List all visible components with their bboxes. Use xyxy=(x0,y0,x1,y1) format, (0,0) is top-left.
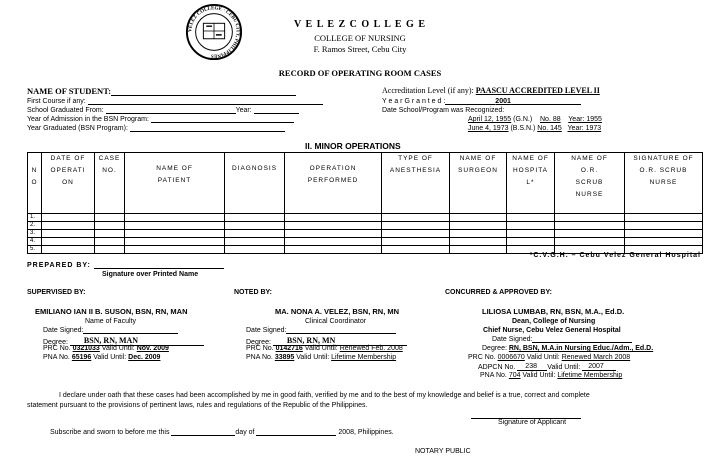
noted-by-label: NOTED BY: xyxy=(234,289,272,296)
recognition-bsn: June 4, 1973 (B.S.N.) No. 145 Year: 1973 xyxy=(468,125,602,132)
col-scrub-nurse: NAME OF O.R. SCRUB NURSE xyxy=(555,153,625,214)
table-row: 2. xyxy=(28,222,703,230)
col-patient: NAME OF PATIENT xyxy=(125,153,225,214)
concurred-by-label: CONCURRED & APPROVED BY: xyxy=(445,289,552,296)
first-course-field: First Course if any: xyxy=(27,98,323,105)
college-name: COLLEGE OF NURSING xyxy=(314,33,406,43)
minor-operations-table xyxy=(27,152,703,254)
faculty-date-signed: Date Signed: xyxy=(43,327,178,334)
faculty-role: Name of Faculty xyxy=(85,318,136,325)
col-operation: OPERATION PERFORMED xyxy=(285,153,382,214)
applicant-caption: Signature of Applicant xyxy=(498,419,567,426)
col-case: CASE NO. xyxy=(95,153,125,214)
dean-date-signed: Date Signed: xyxy=(492,336,632,343)
faculty-pna: PNA No. 65196 Valid Until: Dec. 2009 xyxy=(43,354,161,361)
coordinator-date-signed: Date Signed: xyxy=(246,327,396,334)
declaration-text: I declare under oath that these cases had been accomplished by me in good faith, verified by me and to the best of my knowledge and belief is a true, correct and complete xyxy=(59,392,590,399)
dean-pna: PNA No. 704 Valid Until: Lifetime Membership xyxy=(480,372,623,379)
coordinator-prc: PRC No. 0142716 Valid Until: Renewed Feb. 2008 xyxy=(246,345,403,352)
school-graduated-field: School Graduated From: Year: xyxy=(27,107,299,114)
coordinator-pna: PNA No. 33895 Valid Until: Lifetime Membership xyxy=(246,354,397,361)
table-row: 1. xyxy=(28,214,703,222)
table-row: 4. xyxy=(28,238,703,246)
year-granted: Y e a r G r a n t e d : 2001 xyxy=(382,98,581,105)
accreditation-level: Accreditation Level (if any): PAASCU ACCREDITED LEVEL II xyxy=(382,86,600,95)
chief-nurse-role: Chief Nurse, Cebu Velez General Hospital xyxy=(483,327,621,334)
velez-college-seal xyxy=(185,3,243,61)
recognition-gn: April 12, 1955 (G.N.) No. 88 Year: 1955 xyxy=(468,116,602,123)
col-surgeon: NAME OF SURGEON xyxy=(450,153,507,214)
student-name-field: NAME OF STUDENT: xyxy=(27,86,296,96)
hospital-footnote: *C.V.G.H. – Cebu Velez General Hospital xyxy=(529,252,701,259)
table-row: 3. xyxy=(28,230,703,238)
faculty-name: EMILIANO IAN II B. SUSON, BSN, RN, MAN xyxy=(35,307,188,316)
record-title: RECORD OF OPERATING ROOM CASES xyxy=(278,68,442,78)
admission-year-field: Year of Admission in the BSN Program: xyxy=(27,116,294,123)
coordinator-name: MA. NONA A. VELEZ, BSN, RN, MN xyxy=(275,307,400,316)
date-recognized-label: Date School/Program was Recognized: xyxy=(382,107,505,114)
table-header-row xyxy=(28,153,703,214)
declaration-text-continued: statement pursuant to the provisions of pertinent laws, rules and regulations of the Republic of the Philippines. xyxy=(27,402,368,409)
applicant-signature-line xyxy=(471,412,581,419)
table-row: 5. xyxy=(28,246,703,254)
school-address: F. Ramos Street, Cebu City xyxy=(313,44,407,54)
school-name: V E L E Z C O L L E G E xyxy=(293,19,427,30)
col-signature: SIGNATURE OF O.R. SCRUB NURSE xyxy=(625,153,703,214)
col-hospital: NAME OF HOSPITA L* xyxy=(507,153,555,214)
col-diagnosis: DIAGNOSIS xyxy=(225,153,285,214)
sworn-statement: Subscribe and sworn to before me this day of 2008, Philippines. xyxy=(50,429,394,436)
seal-text: VELEZ COLLEGE · CEBU CITY, PHILIPPINES xyxy=(188,6,240,58)
coordinator-degree: Degree: BSN, RN, MN xyxy=(246,336,407,346)
prepared-caption: Signature over Printed Name xyxy=(102,271,199,278)
supervised-by-label: SUPERVISED BY: xyxy=(27,289,86,296)
dean-role: Dean, College of Nursing xyxy=(512,318,596,325)
col-anesthesia: TYPE OF ANESTHESIA xyxy=(382,153,450,214)
dean-adpcn: ADPCN No. 238 Valid Until: 2007 xyxy=(478,363,616,371)
section-title: II. MINOR OPERATIONS xyxy=(305,141,401,151)
notary-public: NOTARY PUBLIC xyxy=(415,448,471,455)
dean-name: LILIOSA LUMBAB, RN, BSN, M.A., Ed.D. xyxy=(482,307,625,316)
dean-prc: PRC No. 0006670 Valid Until: Renewed March 2008 xyxy=(468,354,631,361)
dean-degree: Degree: RN, BSN, M.A.in Nursing Educ./Adm., Ed.D. xyxy=(482,345,654,352)
coordinator-role: Clinical Coordinator xyxy=(305,318,367,325)
faculty-prc: PRC No. 0321033 Valid Until: Nov. 2009 xyxy=(43,345,169,352)
faculty-degree: Degree: BSN, RN, MAN xyxy=(43,336,204,346)
col-date: DATE OF OPERATI ON xyxy=(42,153,95,214)
prepared-by: PREPARED BY: xyxy=(27,262,224,269)
graduated-year-field: Year Graduated (BSN Program): xyxy=(27,125,285,132)
col-no: N O xyxy=(28,153,42,214)
